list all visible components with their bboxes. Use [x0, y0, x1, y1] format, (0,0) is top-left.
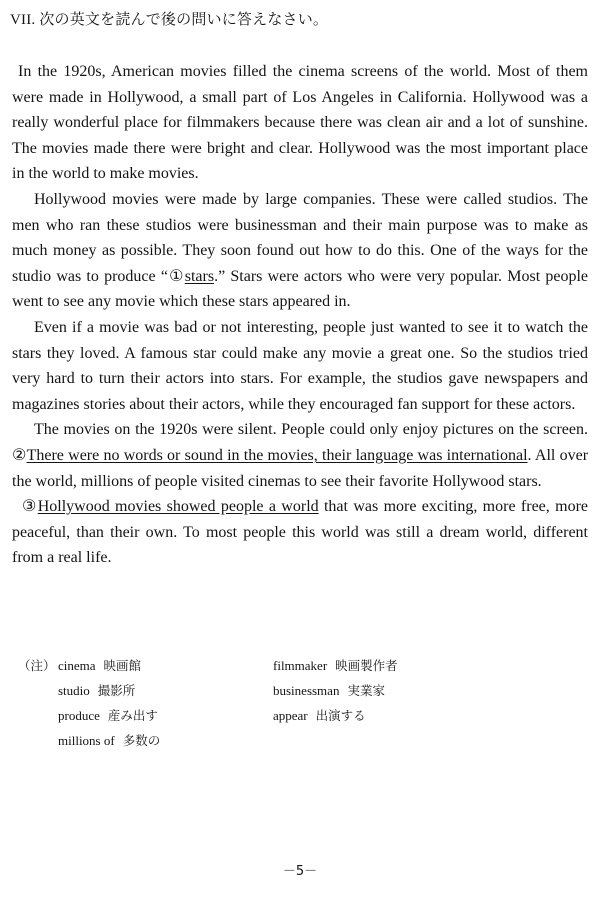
note-term-japanese: 多数の	[122, 733, 161, 748]
note-term	[58, 653, 141, 678]
notes-label: （注）	[18, 658, 56, 673]
passage-paragraph	[12, 494, 588, 571]
passage-paragraph	[12, 187, 588, 315]
note-term-japanese: 映画製作者	[335, 658, 398, 673]
note-term-english: filmmaker	[273, 658, 328, 673]
note-term-japanese: 実業家	[347, 683, 385, 698]
question-heading: VII. 次の英文を読んで後の問いに答えなさい。	[10, 12, 329, 28]
note-term	[273, 653, 398, 678]
note-term	[273, 678, 385, 703]
passage-paragraph	[12, 315, 588, 417]
note-term-english: businessman	[273, 683, 340, 698]
note-term-japanese: 出演する	[315, 708, 366, 723]
note-term	[58, 703, 158, 728]
note-term	[58, 678, 135, 703]
note-term-english: produce	[58, 708, 100, 723]
underlined-phrase: There were no words or sound in the movies, their language was international	[26, 446, 528, 464]
note-term-english: studio	[58, 683, 90, 698]
note-term-japanese: 産み出す	[107, 708, 158, 723]
passage-text: .” Stars were actors who were very popular. Most people went to see any movie which these stars appeared in.	[12, 267, 589, 311]
passage-text: ③	[22, 498, 38, 516]
passage-paragraph	[12, 59, 588, 187]
passage-text: In the 1920s, American movies filled the cinema screens of the world. Most of them were made in Hollywood, a small part of Los Angeles in California. Hollywood was a really wonderful place for filmmakers because there was clean air and a lot of sunshine. The movies made there were bright and clear. Hollywood was the most important place in the world to make movies.	[12, 63, 588, 183]
passage-text: Hollywood movies were made by large companies. These were called studios. The men who ran these studios were businessman and their main purpose was to make as much money as possible. They soon found out how to do this. One of the ways for the studio was to produce “①	[12, 190, 588, 285]
passage-body	[12, 59, 588, 571]
note-term-japanese: 撮影所	[97, 683, 136, 698]
page-number: －5－	[282, 864, 318, 879]
passage-paragraph	[12, 417, 588, 494]
note-term	[273, 703, 366, 728]
note-term	[58, 728, 160, 753]
note-term-japanese: 映画館	[103, 658, 142, 673]
note-term-english: millions of	[58, 733, 115, 748]
underlined-phrase: Hollywood movies showed people a world	[37, 498, 319, 516]
passage-text: that was more exciting, more free, more peaceful, than their own. To most people this world was still a dream world, different from a real life.	[12, 498, 588, 567]
passage-text: Even if a movie was bad or not interesting, people just wanted to see it to watch the stars they loved. A famous star could make any movie a great one. So the studios tried very hard to turn their actors into stars. For example, the studios gave newspapers and magazines stories about their actors, while they encouraged fan support for these actors.	[12, 318, 588, 413]
note-term-english: appear	[273, 708, 308, 723]
passage-text: The movies on the 1920s were silent. People could only enjoy pictures on the screen. ②	[12, 421, 588, 464]
underlined-phrase: stars	[184, 267, 215, 285]
note-term-english: cinema	[58, 658, 96, 673]
passage-text: . All over the world, millions of people visited cinemas to see their favorite Hollywood stars.	[12, 446, 589, 490]
